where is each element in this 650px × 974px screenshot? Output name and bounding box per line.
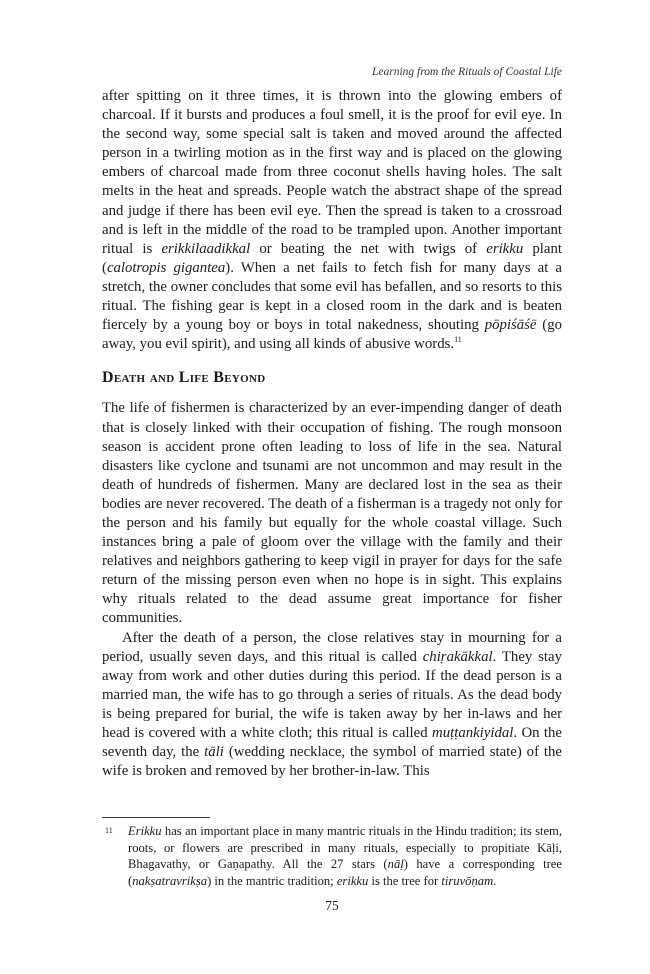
footnote-number: 11 [105,826,113,835]
italic-term: chiṛakākkal [422,648,493,665]
italic-term: pōpiśāśē [484,317,537,334]
italic-term: nakṣatravrikṣa [132,873,208,888]
italic-term: Erikku [128,824,162,838]
italic-term: calotropis gigantea [106,259,226,276]
italic-term: tāli [204,744,224,761]
paragraph-evil-eye-rituals: after spitting on it three times, it is thrown into the glowing embers of charcoal. If it bursts and produces a foul smell, it is the proof for evil eye. In the second way, some special salt is taken and moved around the affected person in a twirling motion as in the first way and is placed on the glowing embers of charcoal made from three coconut shells having holes. The salt melts in the heat and spreads. People watch the abstract shape of the spread and judge if there has been evil eye. Then the spread is taken to a crossroad and is left in the middle of the road to be trampled upon. Another important ritual is erikkilaadikkal or beating the net with twigs of erikku plant (calotropis gigantea). When a net fails to fetch fish for many days at a stretch, the owner concludes that some evil has befallen, and so resorts to this ritual. The fishing gear is kept in a closed room in the dark and is beaten fiercely by a young boy or boys in total nakedness, shouting pōpiśāśē (go away, you evil spirit), and using all kinds of abusive words.$^{11}$ [102,88,562,353]
paragraph-mourning-rituals: After the death of a person, the close relatives stay in mourning for a period, usually seven days, and this ritual is called chiṛakākkal. They stay away from work and other duties during this period. If the dead person is a married man, the wife has to go through a series of rituals. As the dead body is being prepared for burial, the wife is taken away by her in-laws and her head is covered with a white cloth; this ritual is called muṭṭankiyidal. On the seventh day, the tāli (wedding necklace, the symbol of married state) of the wife is broken and removed by her brother-in-law. This [102,629,563,780]
footnote-text: Erikku has an important place in many mantric rituals in the Hindu tradition; its stem, roots, or flowers are prescribed in many rituals, especially to propitiate Kāḷi, Bhagavathy, or Gaṇapathy. All the 27 stars (nāḷ) have a corresponding tree (nakṣatravrikṣa) in the mantric tradition; erikku is the tree for tiruvōṇam. [128,824,562,888]
body-text [102,87,562,781]
italic-term: erikkilaadikkal [161,240,251,257]
section-heading: Death and Life Beyond [102,369,266,387]
italic-term: nāḷ [387,857,404,872]
italic-term: erikku [336,873,369,888]
page-number: 75 [325,898,339,913]
footnote-ref: 11 [454,335,462,345]
running-head: Learning from the Rituals of Coastal Life [372,66,562,78]
footnote-divider [102,817,210,818]
paragraph-danger-of-death: The life of fishermen is characterized by an ever-impending danger of death that is closely linked with their occupation of fishing. The rough monsoon season is accident prone often leading to loss of life in the sea. Natural disasters like cyclone and tsunami are not uncommon and may result in the death of hundreds of fishermen. Many are declared lost in the sea as their bodies are never recovered. The death of a fisherman is a tragedy not only for the person and his family but equally for the whole coastal village. Such instances bring a pale of gloom over the village with the family and their relatives and neighbors gathering to keep vigil in prayer for days for the safe return of the missing person even when no hope is in sight. This explains why rituals related to the dead assume great importance for fisher communities. [102,400,562,627]
italic-term: muṭṭankiyidal [432,725,514,741]
italic-term: erikku [486,240,524,257]
footnote [102,823,562,889]
italic-term: tiruvōṇam [441,873,494,888]
